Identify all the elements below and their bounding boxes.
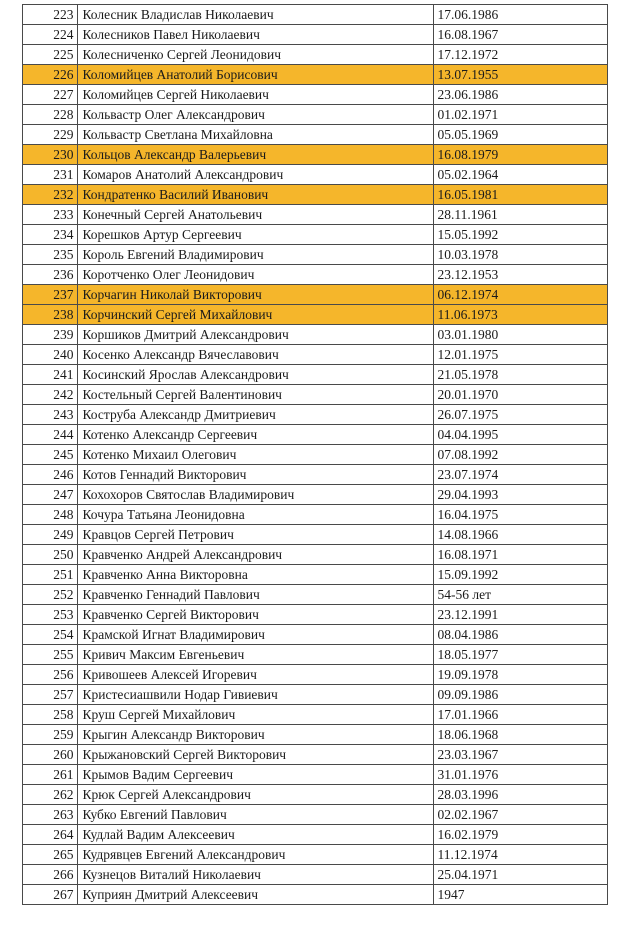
row-number: 225 (23, 45, 78, 65)
birth-date: 10.03.1978 (433, 245, 608, 265)
table-row (23, 265, 608, 285)
row-number: 258 (23, 705, 78, 725)
table-row (23, 345, 608, 365)
person-name: Колесников Павел Николаевич (78, 25, 433, 45)
row-number: 255 (23, 645, 78, 665)
birth-date: 23.07.1974 (433, 465, 608, 485)
person-name: Конечный Сергей Анатольевич (78, 205, 433, 225)
row-number: 248 (23, 505, 78, 525)
birth-date: 26.07.1975 (433, 405, 608, 425)
table-row (23, 725, 608, 745)
person-name: Костельный Сергей Валентинович (78, 385, 433, 405)
person-name: Коломийцев Анатолий Борисович (78, 65, 433, 85)
birth-date: 23.12.1953 (433, 265, 608, 285)
table-row (23, 705, 608, 725)
row-number: 230 (23, 145, 78, 165)
birth-date: 03.01.1980 (433, 325, 608, 345)
person-name: Крамской Игнат Владимирович (78, 625, 433, 645)
person-name: Корчагин Николай Викторович (78, 285, 433, 305)
birth-date: 01.02.1971 (433, 105, 608, 125)
birth-date: 05.05.1969 (433, 125, 608, 145)
row-number: 267 (23, 885, 78, 905)
birth-date: 09.09.1986 (433, 685, 608, 705)
birth-date: 02.02.1967 (433, 805, 608, 825)
birth-date: 07.08.1992 (433, 445, 608, 465)
table-row (23, 65, 608, 85)
birth-date: 12.01.1975 (433, 345, 608, 365)
table-row (23, 5, 608, 25)
person-name: Кудрявцев Евгений Александрович (78, 845, 433, 865)
birth-date: 16.08.1971 (433, 545, 608, 565)
person-name: Кольвастр Олег Александрович (78, 105, 433, 125)
birth-date: 11.12.1974 (433, 845, 608, 865)
person-name: Кохохоров Святослав Владимирович (78, 485, 433, 505)
person-name: Кубко Евгений Павлович (78, 805, 433, 825)
birth-date: 14.08.1966 (433, 525, 608, 545)
row-number: 253 (23, 605, 78, 625)
birth-date: 08.04.1986 (433, 625, 608, 645)
table-row (23, 645, 608, 665)
table-row (23, 505, 608, 525)
table-row (23, 545, 608, 565)
person-name: Кольцов Александр Валерьевич (78, 145, 433, 165)
row-number: 259 (23, 725, 78, 745)
row-number: 226 (23, 65, 78, 85)
row-number: 254 (23, 625, 78, 645)
row-number: 245 (23, 445, 78, 465)
person-name: Кравченко Геннадий Павлович (78, 585, 433, 605)
person-name: Крыгин Александр Викторович (78, 725, 433, 745)
table-row (23, 365, 608, 385)
table-row (23, 165, 608, 185)
table-row (23, 485, 608, 505)
table-row (23, 425, 608, 445)
row-number: 238 (23, 305, 78, 325)
row-number: 234 (23, 225, 78, 245)
birth-date: 15.09.1992 (433, 565, 608, 585)
person-name: Корешков Артур Сергеевич (78, 225, 433, 245)
table-row (23, 385, 608, 405)
row-number: 231 (23, 165, 78, 185)
row-number: 224 (23, 25, 78, 45)
person-name: Кондратенко Василий Иванович (78, 185, 433, 205)
table-row (23, 765, 608, 785)
row-number: 265 (23, 845, 78, 865)
table-row (23, 745, 608, 765)
table-row (23, 145, 608, 165)
table-row (23, 445, 608, 465)
row-number: 247 (23, 485, 78, 505)
person-name: Круш Сергей Михайлович (78, 705, 433, 725)
person-name: Кравченко Анна Викторовна (78, 565, 433, 585)
row-number: 223 (23, 5, 78, 25)
row-number: 242 (23, 385, 78, 405)
person-name: Кривич Максим Евгеньевич (78, 645, 433, 665)
table-row (23, 225, 608, 245)
row-number: 263 (23, 805, 78, 825)
table-row (23, 205, 608, 225)
row-number: 240 (23, 345, 78, 365)
table-row (23, 285, 608, 305)
person-name: Кривошеев Алексей Игоревич (78, 665, 433, 685)
person-name: Котенко Александр Сергеевич (78, 425, 433, 445)
birth-date: 16.02.1979 (433, 825, 608, 845)
table-row (23, 405, 608, 425)
person-name: Котенко Михаил Олегович (78, 445, 433, 465)
table-row (23, 805, 608, 825)
person-name: Комаров Анатолий Александрович (78, 165, 433, 185)
table-row (23, 585, 608, 605)
birth-date: 25.04.1971 (433, 865, 608, 885)
row-number: 246 (23, 465, 78, 485)
row-number: 227 (23, 85, 78, 105)
person-name: Коротченко Олег Леонидович (78, 265, 433, 285)
row-number: 249 (23, 525, 78, 545)
birth-date: 1947 (433, 885, 608, 905)
table-row (23, 565, 608, 585)
person-name: Кузнецов Виталий Николаевич (78, 865, 433, 885)
row-number: 233 (23, 205, 78, 225)
birth-date: 11.06.1973 (433, 305, 608, 325)
person-name: Кравченко Андрей Александрович (78, 545, 433, 565)
birth-date: 23.12.1991 (433, 605, 608, 625)
row-number: 229 (23, 125, 78, 145)
row-number: 237 (23, 285, 78, 305)
birth-date: 06.12.1974 (433, 285, 608, 305)
birth-date: 20.01.1970 (433, 385, 608, 405)
row-number: 264 (23, 825, 78, 845)
birth-date: 05.02.1964 (433, 165, 608, 185)
birth-date: 29.04.1993 (433, 485, 608, 505)
person-name: Кравцов Сергей Петрович (78, 525, 433, 545)
row-number: 257 (23, 685, 78, 705)
row-number: 232 (23, 185, 78, 205)
person-name: Кравченко Сергей Викторович (78, 605, 433, 625)
birth-date: 23.06.1986 (433, 85, 608, 105)
person-name: Крыжановский Сергей Викторович (78, 745, 433, 765)
row-number: 239 (23, 325, 78, 345)
table-row (23, 105, 608, 125)
person-name: Коршиков Дмитрий Александрович (78, 325, 433, 345)
row-number: 256 (23, 665, 78, 685)
person-name: Кольвастр Светлана Михайловна (78, 125, 433, 145)
birth-date: 31.01.1976 (433, 765, 608, 785)
table-row (23, 125, 608, 145)
row-number: 252 (23, 585, 78, 605)
table-row (23, 885, 608, 905)
table-row (23, 605, 608, 625)
table-row (23, 685, 608, 705)
birth-date: 16.04.1975 (433, 505, 608, 525)
table-row (23, 185, 608, 205)
table-row (23, 85, 608, 105)
birth-date: 16.05.1981 (433, 185, 608, 205)
birth-date: 16.08.1967 (433, 25, 608, 45)
person-name: Коструба Александр Дмитриевич (78, 405, 433, 425)
birth-date: 17.01.1966 (433, 705, 608, 725)
table-row (23, 825, 608, 845)
row-number: 236 (23, 265, 78, 285)
birth-date: 13.07.1955 (433, 65, 608, 85)
table-row (23, 25, 608, 45)
birth-date: 28.03.1996 (433, 785, 608, 805)
person-name: Коломийцев Сергей Николаевич (78, 85, 433, 105)
person-name: Кудлай Вадим Алексеевич (78, 825, 433, 845)
row-number: 250 (23, 545, 78, 565)
row-number: 261 (23, 765, 78, 785)
table-row (23, 845, 608, 865)
birth-date: 21.05.1978 (433, 365, 608, 385)
row-number: 251 (23, 565, 78, 585)
person-name: Кристесиашвили Нодар Гивиевич (78, 685, 433, 705)
table-row (23, 305, 608, 325)
person-name: Колесниченко Сергей Леонидович (78, 45, 433, 65)
table-row (23, 245, 608, 265)
person-name: Корчинский Сергей Михайлович (78, 305, 433, 325)
person-name: Косинский Ярослав Александрович (78, 365, 433, 385)
names-table (22, 4, 608, 905)
birth-date: 18.05.1977 (433, 645, 608, 665)
person-name: Король Евгений Владимирович (78, 245, 433, 265)
birth-date: 15.05.1992 (433, 225, 608, 245)
row-number: 235 (23, 245, 78, 265)
person-name: Котов Геннадий Викторович (78, 465, 433, 485)
table-row (23, 865, 608, 885)
birth-date: 16.08.1979 (433, 145, 608, 165)
birth-date: 23.03.1967 (433, 745, 608, 765)
person-name: Кочура Татьяна Леонидовна (78, 505, 433, 525)
row-number: 244 (23, 425, 78, 445)
row-number: 243 (23, 405, 78, 425)
person-name: Колесник Владислав Николаевич (78, 5, 433, 25)
row-number: 266 (23, 865, 78, 885)
table-row (23, 625, 608, 645)
birth-date: 18.06.1968 (433, 725, 608, 745)
row-number: 241 (23, 365, 78, 385)
document-page (22, 4, 608, 905)
person-name: Куприян Дмитрий Алексеевич (78, 885, 433, 905)
birth-date: 28.11.1961 (433, 205, 608, 225)
birth-date: 17.12.1972 (433, 45, 608, 65)
table-row (23, 45, 608, 65)
table-body (23, 5, 608, 905)
row-number: 260 (23, 745, 78, 765)
table-row (23, 325, 608, 345)
birth-date: 04.04.1995 (433, 425, 608, 445)
table-row (23, 525, 608, 545)
row-number: 228 (23, 105, 78, 125)
birth-date: 19.09.1978 (433, 665, 608, 685)
row-number: 262 (23, 785, 78, 805)
table-row (23, 785, 608, 805)
person-name: Крымов Вадим Сергеевич (78, 765, 433, 785)
birth-date: 17.06.1986 (433, 5, 608, 25)
person-name: Косенко Александр Вячеславович (78, 345, 433, 365)
table-row (23, 465, 608, 485)
person-name: Крюк Сергей Александрович (78, 785, 433, 805)
table-row (23, 665, 608, 685)
birth-date: 54-56 лет (433, 585, 608, 605)
